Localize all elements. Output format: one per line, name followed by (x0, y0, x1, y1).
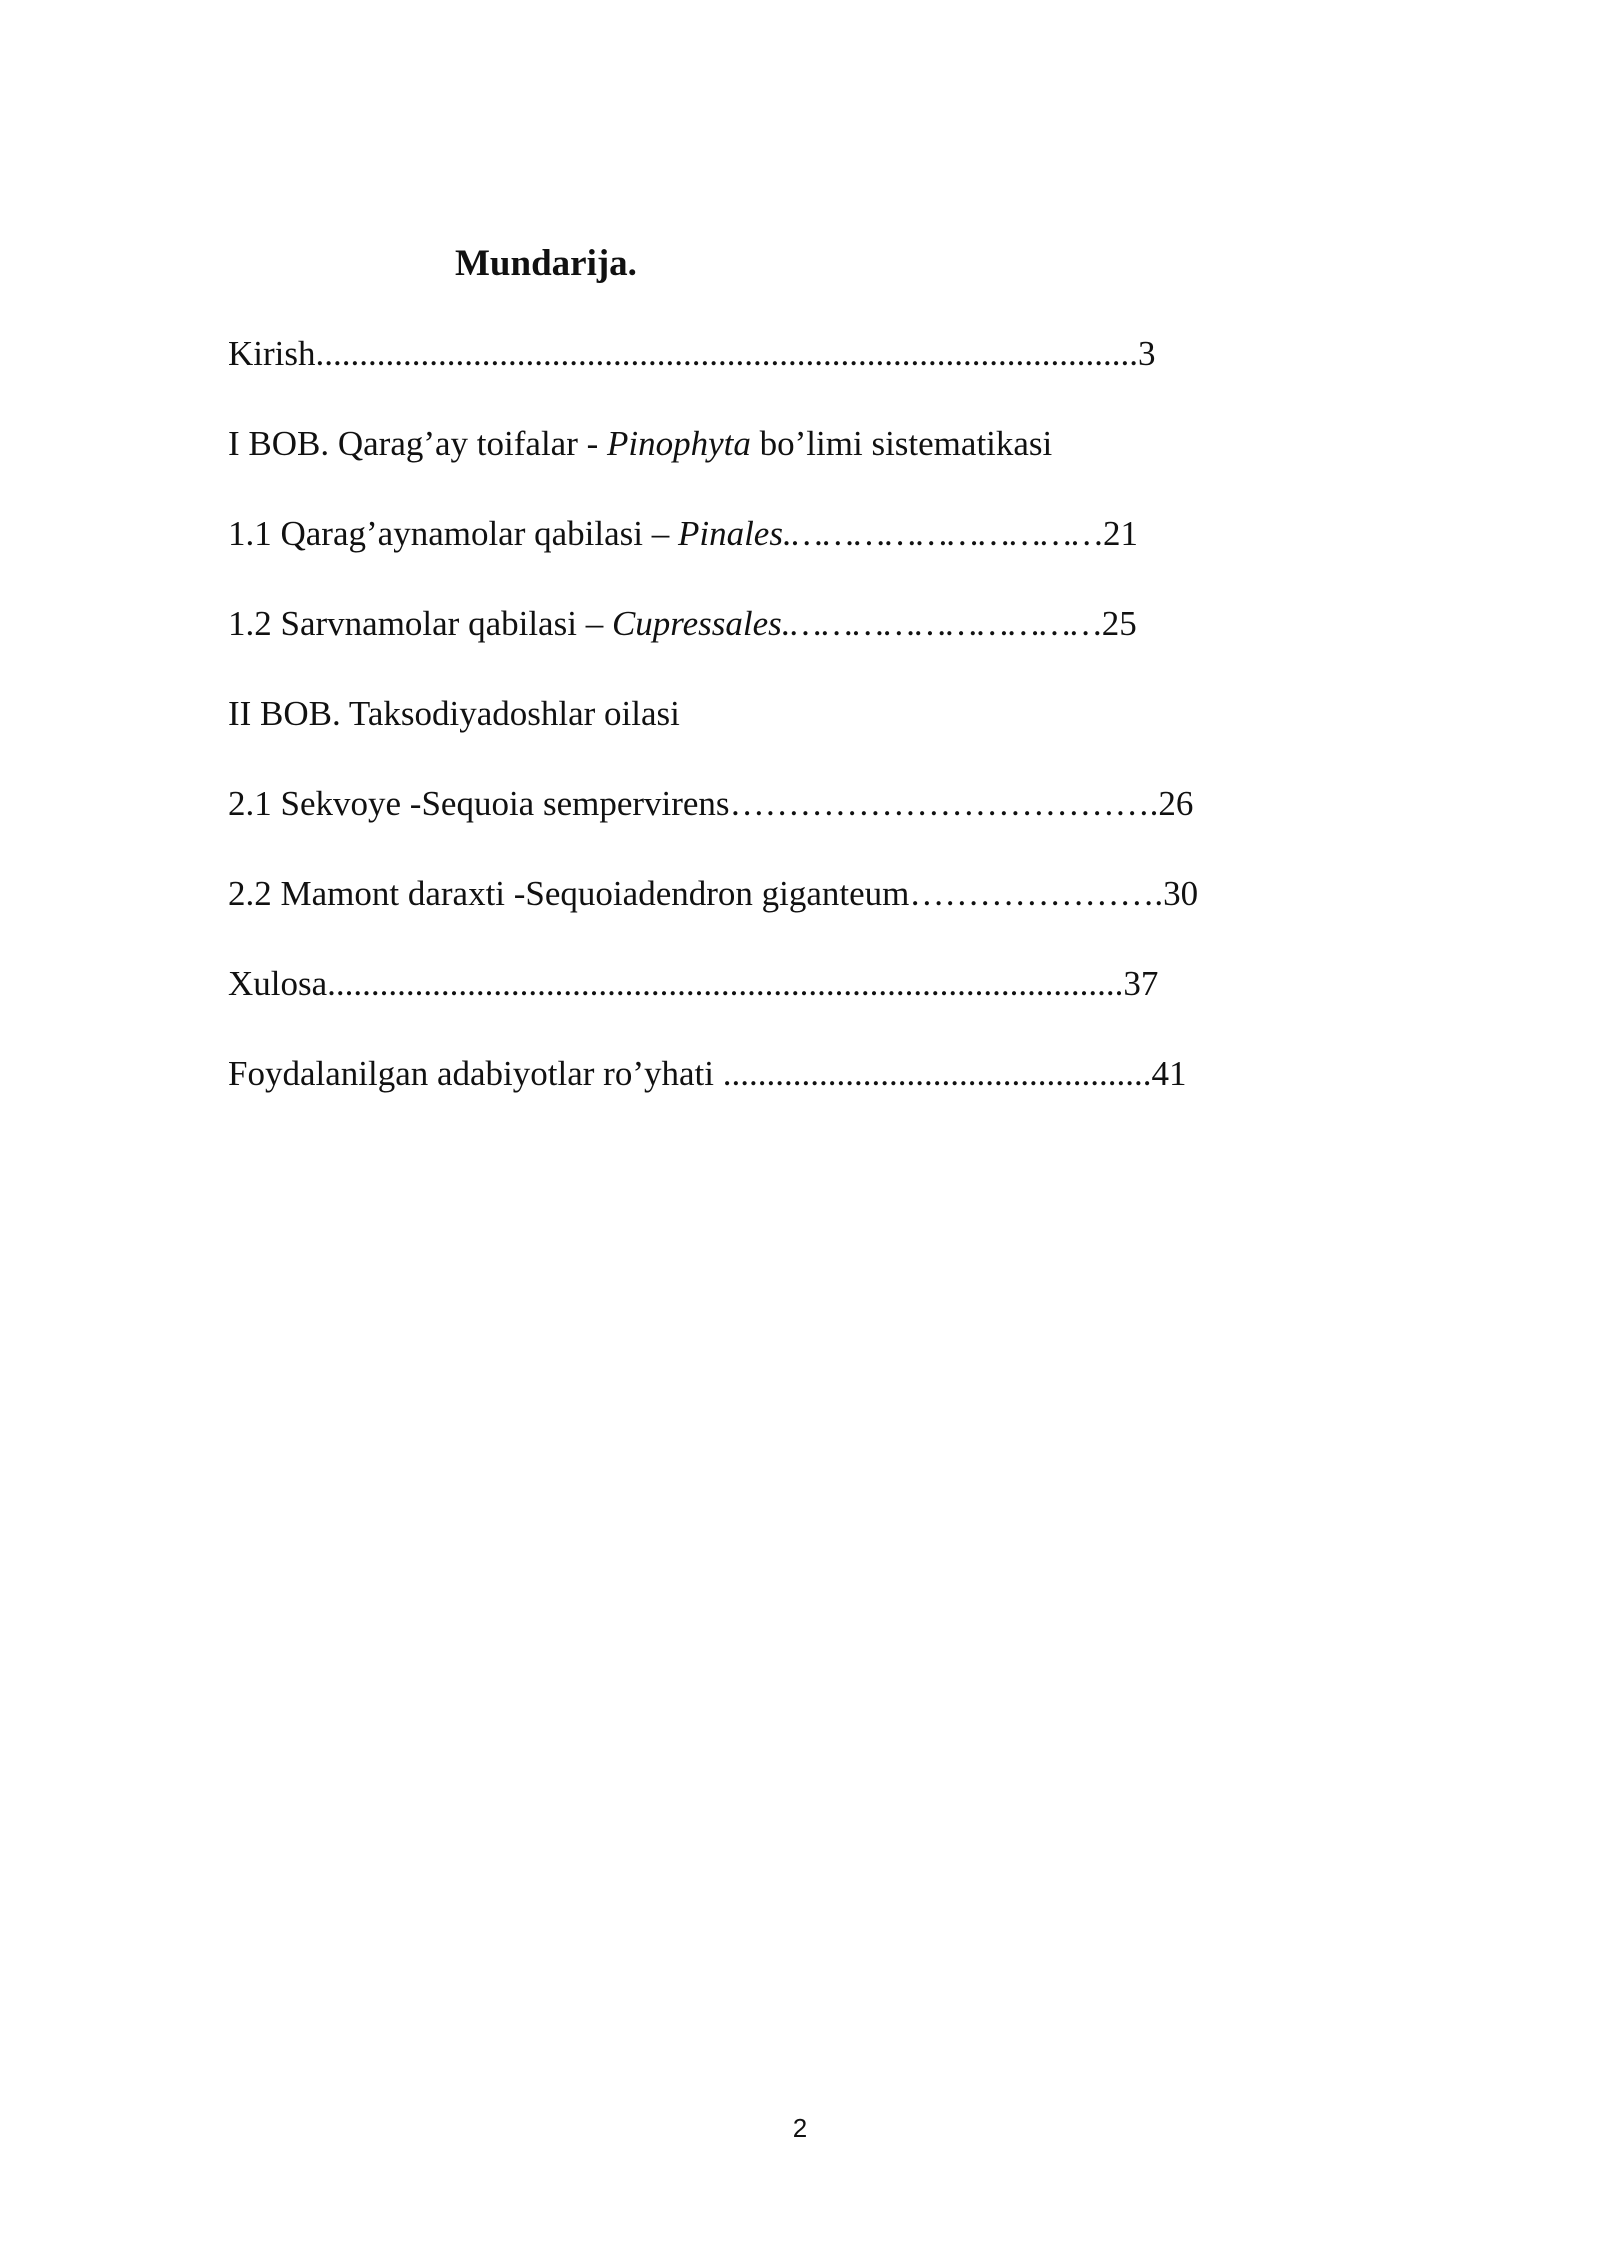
toc-entry-label-suffix: bo’limi sistematikasi (750, 424, 1053, 463)
toc-page-number: 41 (1151, 1054, 1187, 1093)
toc-leader-dots: .............................................................................................. (315, 334, 1138, 373)
toc-entry-xulosa (228, 958, 1328, 1048)
toc-leader-dots: ………………………………. (729, 784, 1159, 823)
page-title: Mundarija. (455, 243, 637, 284)
toc-leader-dots: …………………. (909, 874, 1164, 913)
toc-page-number: 3 (1138, 334, 1156, 373)
toc-entry-label: 1.1 Qarag’aynamolar qabilasi – (228, 514, 678, 553)
toc-entry-label: 2.1 Sekvoye -Sequoia sempervirens (228, 784, 730, 823)
page-number-footer: 2 (792, 2113, 808, 2143)
toc-leader-dots: .………………………… (782, 514, 1103, 553)
toc-entry-label: Kirish (228, 334, 316, 373)
toc-entry-2-1 (228, 778, 1328, 868)
toc-entry-chapter-1 (228, 418, 1328, 508)
toc-entry-latin-name: Pinophyta (607, 424, 751, 463)
toc-entry-label: 2.2 Mamont daraxti -Sequoiadendron giganteum (228, 874, 910, 913)
toc-entry-chapter-2 (228, 688, 1328, 778)
toc-leader-dots: ................................................. (713, 1054, 1152, 1093)
toc-entry-1-1 (228, 508, 1328, 598)
toc-entry-latin-name: Cupressales (611, 604, 782, 643)
toc-entry-adabiyotlar (228, 1048, 1328, 1138)
toc-entry-label: I BOB. Qarag’ay toifalar - (228, 424, 608, 463)
toc-leader-dots: ........................................................................................... (327, 964, 1124, 1003)
toc-page-number: 30 (1163, 874, 1199, 913)
toc-entry-label: 1.2 Sarvnamolar qabilasi – (228, 604, 612, 643)
toc-entry-kirish (228, 328, 1328, 418)
toc-entry-label: Xulosa (228, 964, 328, 1003)
toc-page-number: 25 (1101, 604, 1137, 643)
toc-entry-latin-name: Pinales (677, 514, 783, 553)
toc-entry-1-2 (228, 598, 1328, 688)
toc-entry-label: II BOB. Taksodiyadoshlar oilasi (228, 694, 680, 733)
toc-page-number: 37 (1123, 964, 1159, 1003)
table-of-contents (228, 328, 1328, 1138)
toc-page-number: 21 (1102, 514, 1138, 553)
toc-page-number: 26 (1158, 784, 1194, 823)
toc-leader-dots: .………………………… (781, 604, 1102, 643)
toc-entry-2-2 (228, 868, 1328, 958)
toc-entry-label: Foydalanilgan adabiyotlar ro’yhati (228, 1054, 714, 1093)
